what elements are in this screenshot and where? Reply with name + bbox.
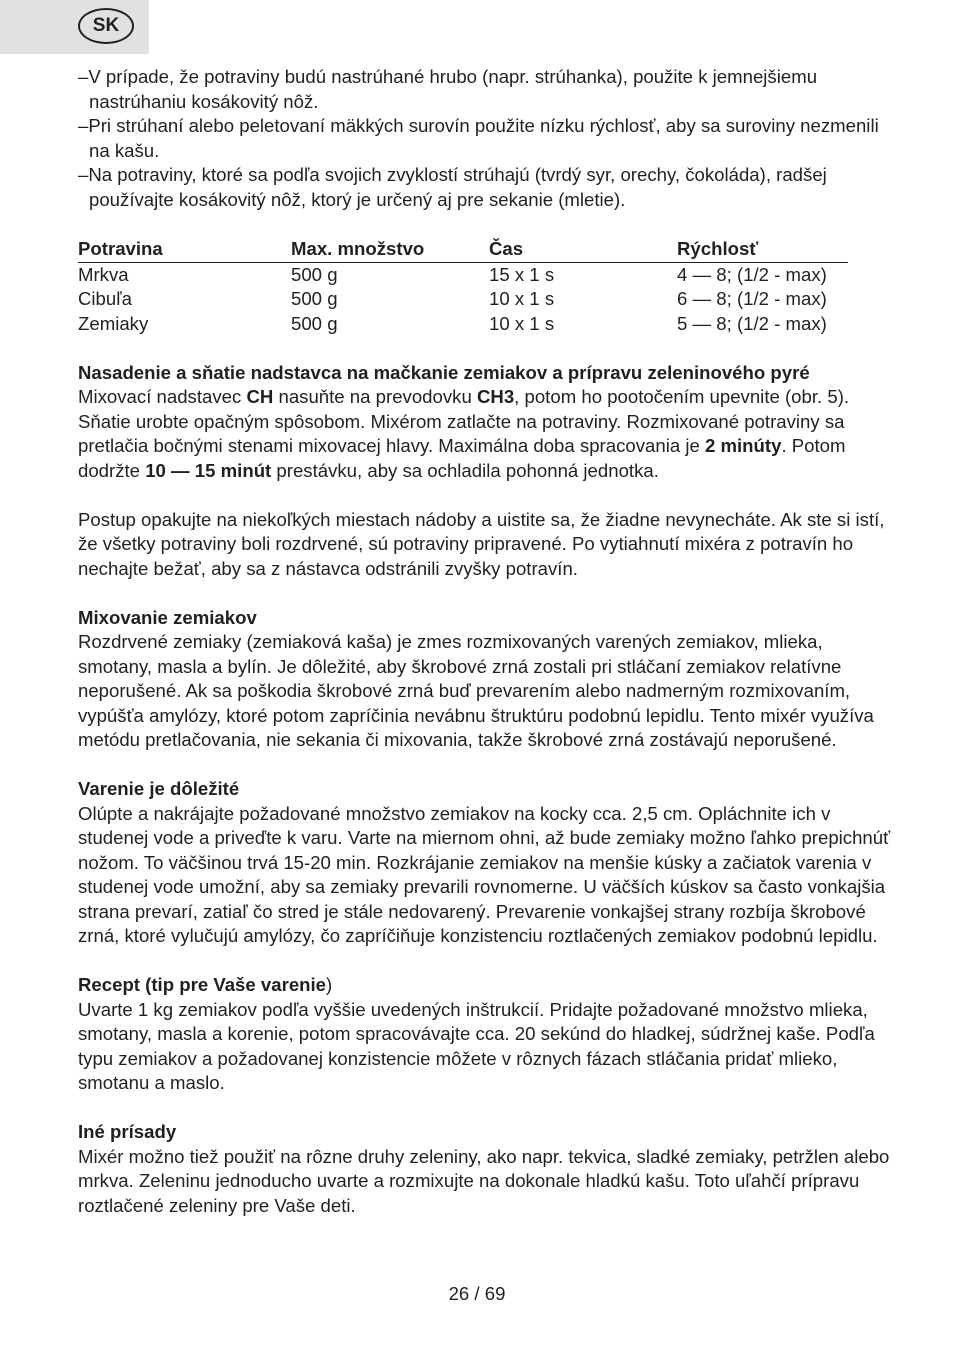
tip-item: –Na potraviny, ktoré sa podľa svojich zvyklostí strúhajú (tvrdý syr, orechy, čokoláda), radšej používajte kosákovitý nôž, ktorý je určený aj pre sekanie (mletie). [78,164,827,210]
table-header-row [78,237,848,262]
section-heading: Iné prísady [78,1121,177,1142]
section-cooking [78,777,893,949]
section-body: Mixér možno tiež použiť na rôzne druhy zeleniny, ako napr. tekvica, sladké zemiaky, petržlen alebo mrkva. Zeleninu jednoducho uvarte a rozmixujte na dokonale hladkú kašu. Toto uľahčí prípravu roztlačené zeleniny pre Vaše deti. [78,1145,890,1216]
cell-speed: 4 — 8; (1/2 - max) [677,263,827,285]
section-mixing [78,606,893,753]
tip-item: –V prípade, že potraviny budú nastrúhané hrubo (napr. strúhanka), použite k jemnejšiemu nastrúhaniu kosákovitý nôž. [78,66,818,112]
body-text: nasuňte na prevodovku [273,386,477,407]
cell-food: Mrkva [78,263,129,285]
part-code: CH3 [476,386,515,407]
cell-speed: 5 — 8; (1/2 - max) [677,312,827,334]
part-code: CH [246,386,274,407]
section-heading: Varenie je dôležité [78,778,240,799]
section-attachment [78,361,893,484]
cell-speed: 6 — 8; (1/2 - max) [677,288,827,309]
cell-food: Cibuľa [78,288,133,309]
food-table [78,237,848,336]
column-header-speed: Rýchlosť [677,237,848,262]
section-recipe [78,973,893,1096]
tip-item: –Pri strúhaní alebo peletovaní mäkkých surovín použite nízku rýchlosť, aby sa suroviny nezmenili na kašu. [78,115,879,161]
section-body: Uvarte 1 kg zemiakov podľa vyššie uvedených inštrukcií. Pridajte požadované množstvo mlieka, smotany, masla a korenie, potom spracovávajte cca. 20 sekúnd do hladkej, súdržnej kaše. Podľa typu zemiakov a požadovanej konzistencie môžete v rôznych fázach stláčania pridať mlieko, smotanu a maslo. [78,998,875,1093]
cell-time: 10 x 1 s [489,312,555,334]
cell-amount: 500 g [291,288,338,309]
body-text: prestávku, aby sa ochladila pohonná jednotka. [271,459,659,481]
section-heading [78,973,893,998]
body-text: Mixovací nadstavec [78,386,247,407]
cell-amount: 500 g [291,263,338,285]
language-tab [0,0,149,54]
section-body [78,385,893,483]
section-body: Postup opakujte na niekoľkých miestach nádoby a uistite sa, že žiadne nevynecháte. Ak ste si istí, že všetky potraviny boli rozdrvené, sú potraviny pripravené. Po vytiahnutí mixéra z potravín ho nechajte bežať, aby sa z nástavca odstránili zvyšky potravín. [78,508,885,579]
page-number: 26 / 69 [448,1283,506,1304]
tips-list [78,65,893,212]
cell-time: 10 x 1 s [489,288,555,309]
column-header-time: Čas [489,237,677,262]
column-header-amount: Max. množstvo [291,237,489,262]
duration-emphasis: 2 minúty [704,435,782,456]
language-badge: SK [78,8,134,44]
cell-time: 15 x 1 s [489,263,555,285]
body-text: . Potom dodržte [78,435,846,481]
cell-amount: 500 g [291,312,338,334]
heading-text: Recept (tip pre Vaše varenie [78,974,327,995]
table-row [78,262,848,287]
duration-emphasis: 10 — 15 minút [145,459,272,481]
heading-tail: ) [326,974,333,995]
column-header-food: Potravina [78,237,291,262]
section-repeat [78,508,893,582]
section-body: Rozdrvené zemiaky (zemiaková kaša) je zmes rozmixovaných varených zemiakov, mlieka, smotany, masla a bylín. Je dôležité, aby škrobové zrná zostali pri stláčaní zemiakov relatívne neporušené. Ak sa poškodia škrobové zrná buď prevarením alebo nadmerným rozmixovaním, vypúšťa amylózy, ktoré potom zapríčinia nevábnu štruktúru podobnú lepidlu. Tento mixér využíva metódu pretlačovania, nie sekania či mixovania, takže škrobové zrná zostávajú neporušené. [78,631,874,750]
cell-food: Zemiaky [78,312,149,334]
section-heading: Nasadenie a sňatie nadstavca na mačkanie zemiakov a prípravu zeleninového pyré [78,361,810,383]
section-heading: Mixovanie zemiakov [78,606,257,628]
table-row [78,287,848,312]
table-row [78,312,848,337]
body-text: , potom ho pootočením upevnite (obr. 5). Sňatie urobte opačným spôsobom. Mixérom zatlačte na potraviny. Rozmixované potraviny sa pretlačia bočnými stenami mixovacej hlavy. Maximálna doba spracovania je [78,386,850,456]
page-content [78,65,893,1218]
section-other [78,1120,893,1218]
section-body: Olúpte a nakrájajte požadované množstvo zemiakov na kocky cca. 2,5 cm. Opláchnite ich v studenej vode a priveďte k varu. Varte na miernom ohni, až bude zemiaky možno ľahko prepichnúť nožom. To väčšinou trvá 15-20 min. Rozkrájanie zemiakov na menšie kúsky a začiatok varenia v studenej vode umožní, aby sa zemiaky prevarili rovnomerne. U väčších kúskov sa často vonkajšia strana prevarí, zatiaľ čo stred je stále nedovarený. Prevarenie vonkajšej strany rozbíja škrobové zrná, ktoré vylučujú amylózy, čo zapríčiňuje konzistenciu roztlačených zemiakov podobnú lepidlu. [78,802,891,946]
